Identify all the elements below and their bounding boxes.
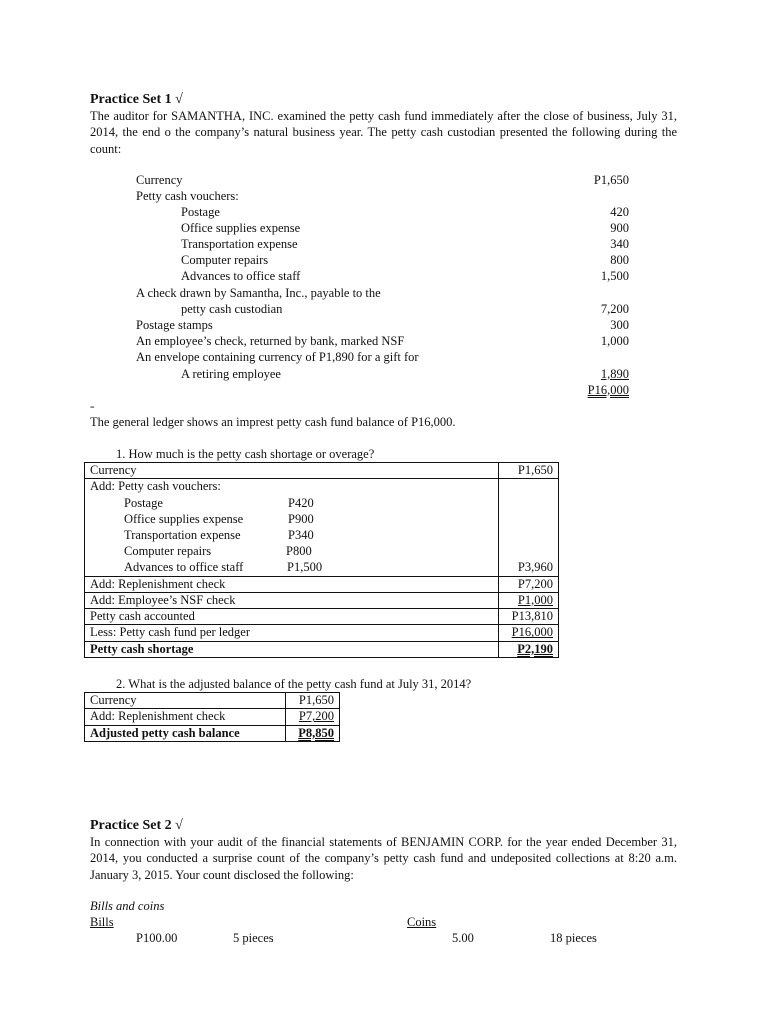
row-amount: P16,000 <box>511 625 553 640</box>
vouchers-total: P3,960 <box>499 479 559 576</box>
table-row <box>85 576 559 592</box>
count-amount: 1,000 <box>600 334 629 348</box>
row-label: Currency <box>85 693 286 709</box>
count-amount: 1,500 <box>600 269 629 283</box>
table-row <box>85 725 340 741</box>
row-amount: P13,810 <box>499 609 559 625</box>
voucher-amount: P420 <box>288 495 314 510</box>
table-row <box>85 625 559 641</box>
count-amount: 800 <box>610 253 629 267</box>
row-amount: P8,850 <box>298 725 334 740</box>
row-label: Adjusted petty cash balance <box>85 725 286 741</box>
coin-denomination: 5.00 <box>452 931 474 945</box>
voucher-amount: P900 <box>288 511 314 526</box>
coins-header: Coins <box>407 915 437 929</box>
coin-quantity: 18 pieces <box>550 931 597 945</box>
count-label: An employee’s check, returned by bank, marked NSF <box>136 334 405 348</box>
stray-mark: = <box>90 403 95 412</box>
count-label: Postage stamps <box>136 318 213 332</box>
question-1: 1. How much is the petty cash shortage or overage? <box>116 447 375 461</box>
row-label: Currency <box>85 463 499 479</box>
row-amount: P7,200 <box>298 709 334 724</box>
row-amount: P2,190 <box>517 641 553 656</box>
count-label: Office supplies expense <box>181 221 301 235</box>
practice-set-2-title: Practice Set 2 √ <box>90 818 183 833</box>
row-amount: P1,650 <box>286 693 340 709</box>
row-amount: P1,650 <box>499 463 559 479</box>
count-label: Currency <box>136 173 183 187</box>
count-amount: P1,650 <box>593 173 629 187</box>
table-row <box>85 641 559 657</box>
table-row <box>85 609 559 625</box>
count-amount: 900 <box>610 221 629 235</box>
shortage-table <box>84 462 559 658</box>
vouchers-list <box>90 495 493 576</box>
count-label: Computer repairs <box>181 253 269 267</box>
count-amount: 1,890 <box>600 367 629 381</box>
voucher-label: Transportation expense <box>124 527 241 542</box>
table-row <box>85 479 559 576</box>
count-amount: 300 <box>610 318 629 332</box>
bill-quantity: 5 pieces <box>233 931 274 945</box>
table-row <box>85 592 559 608</box>
bill-denomination: P100.00 <box>136 931 178 945</box>
voucher-label: Advances to office staff <box>124 559 244 574</box>
practice-set-1-title: Practice Set 1 √ <box>90 92 183 107</box>
count-label: An envelope containing currency of P1,890 for a gift for <box>136 350 419 364</box>
bills-header: Bills <box>90 915 114 929</box>
voucher-amount: P340 <box>288 527 314 542</box>
practice-set-1-intro: The auditor for SAMANTHA, INC. examined the petty cash fund immediately after the close of business, July 31, 2014, the end o the company’s natural business year. The petty cash custodian presented the following during the count: <box>90 109 677 156</box>
count-amount: 420 <box>610 205 629 219</box>
table-row <box>85 463 559 479</box>
voucher-label: Computer repairs <box>124 543 212 558</box>
row-label: Add: Employee’s NSF check <box>85 592 499 608</box>
voucher-amount: P1,500 <box>287 559 323 574</box>
question-2: 2. What is the adjusted balance of the petty cash fund at July 31, 2014? <box>116 677 472 691</box>
row-amount: P1,000 <box>517 592 553 607</box>
row-label: Add: Replenishment check <box>85 576 499 592</box>
count-total: P16,000 <box>587 383 629 397</box>
row-amount: P7,200 <box>499 576 559 592</box>
ledger-note: The general ledger shows an imprest petty cash fund balance of P16,000. <box>90 415 456 429</box>
practice-set-2-intro: In connection with your audit of the financial statements of BENJAMIN CORP. for the year ended December 31, 2014, you conducted a surprise count of the company’s petty cash fund and undeposited collections at 8:20 a.m. January 3, 2015. Your count disclosed the following: <box>90 835 677 882</box>
count-label: Advances to office staff <box>181 269 301 283</box>
count-label: Petty cash vouchers: <box>136 189 239 203</box>
row-label: Petty cash accounted <box>85 609 499 625</box>
count-label: Postage <box>181 205 220 219</box>
table-row <box>85 693 340 709</box>
count-amount: 340 <box>610 237 629 251</box>
voucher-label: Postage <box>124 495 163 510</box>
table-row <box>85 709 340 725</box>
vouchers-heading: Add: Petty cash vouchers: <box>90 479 221 494</box>
count-label: Transportation expense <box>181 237 298 251</box>
row-label: Petty cash shortage <box>85 641 499 657</box>
row-label: Add: Replenishment check <box>85 709 286 725</box>
count-label: petty cash custodian <box>181 302 283 316</box>
count-amount: 7,200 <box>600 302 629 316</box>
section-heading: Bills and coins <box>90 899 165 913</box>
count-label: A check drawn by Samantha, Inc., payable to the <box>136 286 381 300</box>
voucher-amount: P800 <box>286 543 312 558</box>
count-label: A retiring employee <box>181 367 281 381</box>
adjusted-balance-table <box>84 692 340 742</box>
row-label: Less: Petty cash fund per ledger <box>85 625 499 641</box>
voucher-label: Office supplies expense <box>124 511 244 526</box>
